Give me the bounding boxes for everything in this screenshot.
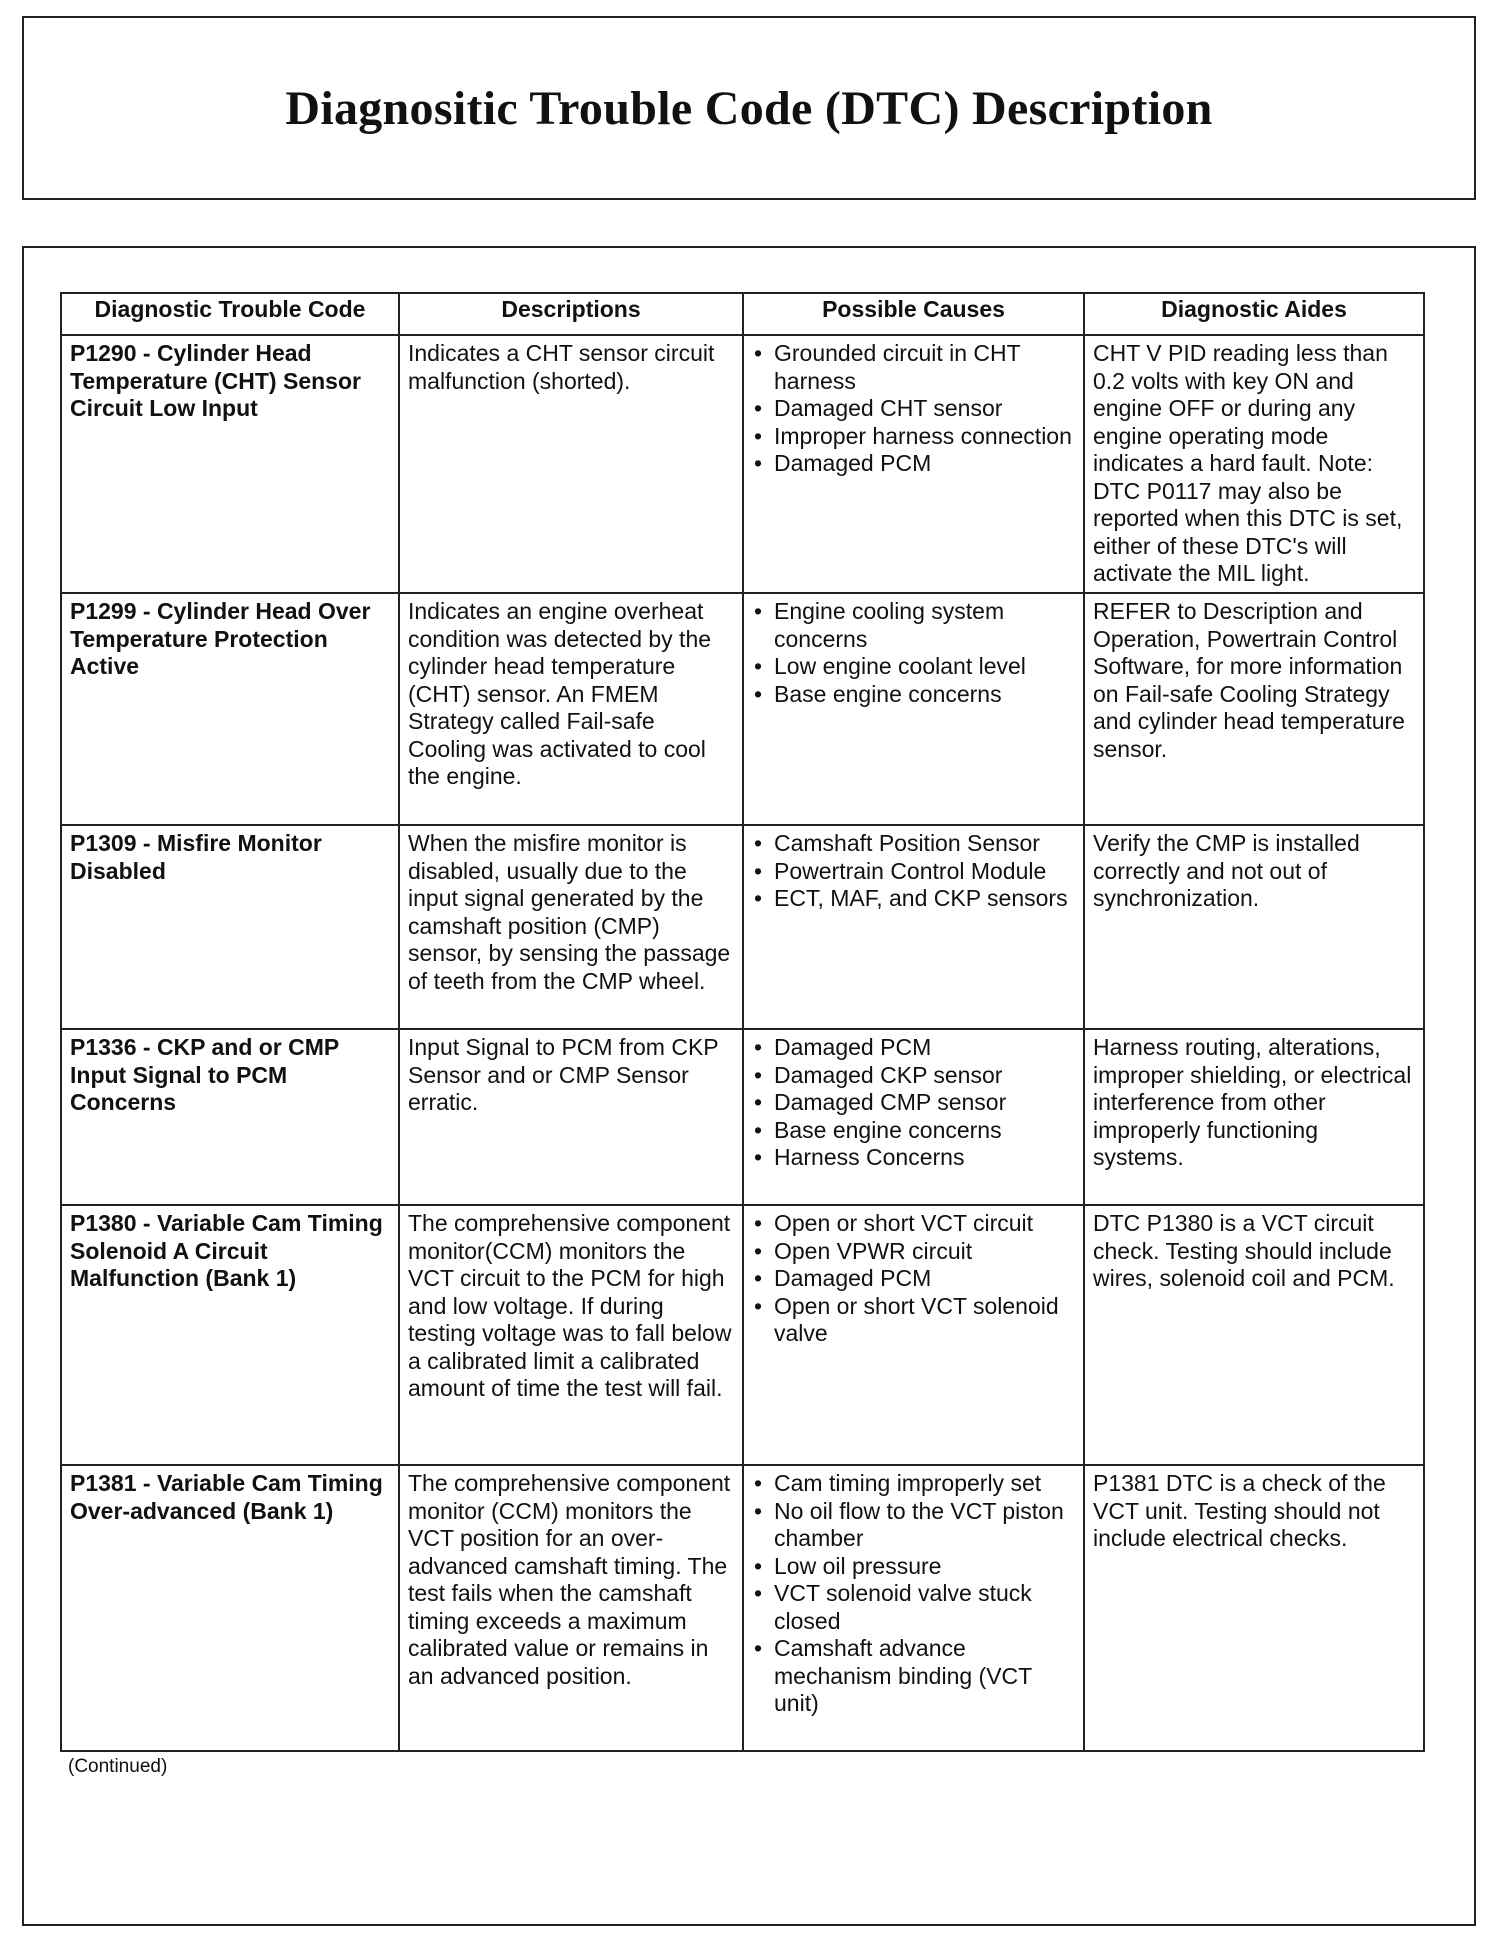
dtc-code: P1309 - Misfire Monitor Disabled xyxy=(61,825,399,1029)
dtc-aides: CHT V PID reading less than 0.2 volts with key ON and engine OFF or during any engine operating mode indicates a hard fault. Note: DTC P0117 may also be reported when this DTC is set, either of these DTC's will activate the MIL light. xyxy=(1084,335,1424,593)
dtc-causes xyxy=(743,335,1084,593)
list-item: • Camshaft Position Sensor xyxy=(752,830,1075,858)
dtc-aides: Verify the CMP is installed correctly and not out of synchronization. xyxy=(1084,825,1424,1029)
list-item: • ECT, MAF, and CKP sensors xyxy=(752,885,1075,913)
dtc-causes xyxy=(743,1029,1084,1205)
list-item: • Damaged CMP sensor xyxy=(752,1089,1075,1117)
dtc-description: Indicates an engine overheat condition was detected by the cylinder head temperature (CHT) sensor. An FMEM Strategy called Fail-safe Cooling was activated to cool the engine. xyxy=(399,593,743,825)
header-code: Diagnostic Trouble Code xyxy=(61,293,399,335)
table-row xyxy=(61,593,1424,825)
list-item: • Low oil pressure xyxy=(752,1553,1075,1581)
list-item: • Open or short VCT solenoid valve xyxy=(752,1293,1075,1348)
table-row xyxy=(61,335,1424,593)
dtc-aides: DTC P1380 is a VCT circuit check. Testing should include wires, solenoid coil and PCM. xyxy=(1084,1205,1424,1465)
continued-note: (Continued) xyxy=(68,1756,168,1777)
dtc-causes xyxy=(743,1465,1084,1751)
dtc-description: Indicates a CHT sensor circuit malfunction (shorted). xyxy=(399,335,743,593)
list-item: • Base engine concerns xyxy=(752,681,1075,709)
list-item: • VCT solenoid valve stuck closed xyxy=(752,1580,1075,1635)
dtc-code: P1290 - Cylinder Head Temperature (CHT) Sensor Circuit Low Input xyxy=(61,335,399,593)
dtc-description: When the misfire monitor is disabled, usually due to the input signal generated by the camshaft position (CMP) sensor, by sensing the passage of teeth from the CMP wheel. xyxy=(399,825,743,1029)
header-descriptions: Descriptions xyxy=(399,293,743,335)
page-title: Diagnositic Trouble Code (DTC) Description xyxy=(285,81,1213,135)
list-item: • Open VPWR circuit xyxy=(752,1238,1075,1266)
list-item: • Low engine coolant level xyxy=(752,653,1075,681)
dtc-code: P1299 - Cylinder Head Over Temperature Protection Active xyxy=(61,593,399,825)
list-item: • Damaged CKP sensor xyxy=(752,1062,1075,1090)
list-item: • Cam timing improperly set xyxy=(752,1470,1075,1498)
list-item: • Engine cooling system concerns xyxy=(752,598,1075,653)
header-diagnostic-aides: Diagnostic Aides xyxy=(1084,293,1424,335)
list-item: • No oil flow to the VCT piston chamber xyxy=(752,1498,1075,1553)
dtc-aides: Harness routing, alterations, improper shielding, or electrical interference from other improperly functioning systems. xyxy=(1084,1029,1424,1205)
table-row xyxy=(61,1465,1424,1751)
list-item: • Camshaft advance mechanism binding (VCT unit) xyxy=(752,1635,1075,1718)
dtc-description: Input Signal to PCM from CKP Sensor and or CMP Sensor erratic. xyxy=(399,1029,743,1205)
list-item: • Grounded circuit in CHT harness xyxy=(752,340,1075,395)
list-item: • Powertrain Control Module xyxy=(752,858,1075,886)
dtc-causes xyxy=(743,1205,1084,1465)
dtc-code: P1336 - CKP and or CMP Input Signal to PCM Concerns xyxy=(61,1029,399,1205)
table-row xyxy=(61,1029,1424,1205)
table-row xyxy=(61,1205,1424,1465)
dtc-causes xyxy=(743,593,1084,825)
list-item: • Damaged PCM xyxy=(752,450,1075,478)
dtc-code: P1380 - Variable Cam Timing Solenoid A Circuit Malfunction (Bank 1) xyxy=(61,1205,399,1465)
list-item: • Harness Concerns xyxy=(752,1144,1075,1172)
table-row xyxy=(61,825,1424,1029)
list-item: • Open or short VCT circuit xyxy=(752,1210,1075,1238)
header-possible-causes: Possible Causes xyxy=(743,293,1084,335)
dtc-aides: REFER to Description and Operation, Powertrain Control Software, for more information on Fail-safe Cooling Strategy and cylinder head temperature sensor. xyxy=(1084,593,1424,825)
list-item: • Improper harness connection xyxy=(752,423,1075,451)
dtc-table xyxy=(60,292,1425,1752)
dtc-aides: P1381 DTC is a check of the VCT unit. Testing should not include electrical checks. xyxy=(1084,1465,1424,1751)
list-item: • Damaged CHT sensor xyxy=(752,395,1075,423)
list-item: • Damaged PCM xyxy=(752,1034,1075,1062)
dtc-description: The comprehensive component monitor (CCM) monitors the VCT position for an over-advanced camshaft timing. The test fails when the camshaft timing exceeds a maximum calibrated value or remains in an advanced position. xyxy=(399,1465,743,1751)
dtc-code: P1381 - Variable Cam Timing Over-advanced (Bank 1) xyxy=(61,1465,399,1751)
list-item: • Base engine concerns xyxy=(752,1117,1075,1145)
title-box xyxy=(22,16,1476,200)
list-item: • Damaged PCM xyxy=(752,1265,1075,1293)
dtc-causes xyxy=(743,825,1084,1029)
dtc-description: The comprehensive component monitor(CCM) monitors the VCT circuit to the PCM for high and low voltage. If during testing voltage was to fall below a calibrated limit a calibrated amount of time the test will fail. xyxy=(399,1205,743,1465)
table-header-row xyxy=(61,293,1424,335)
